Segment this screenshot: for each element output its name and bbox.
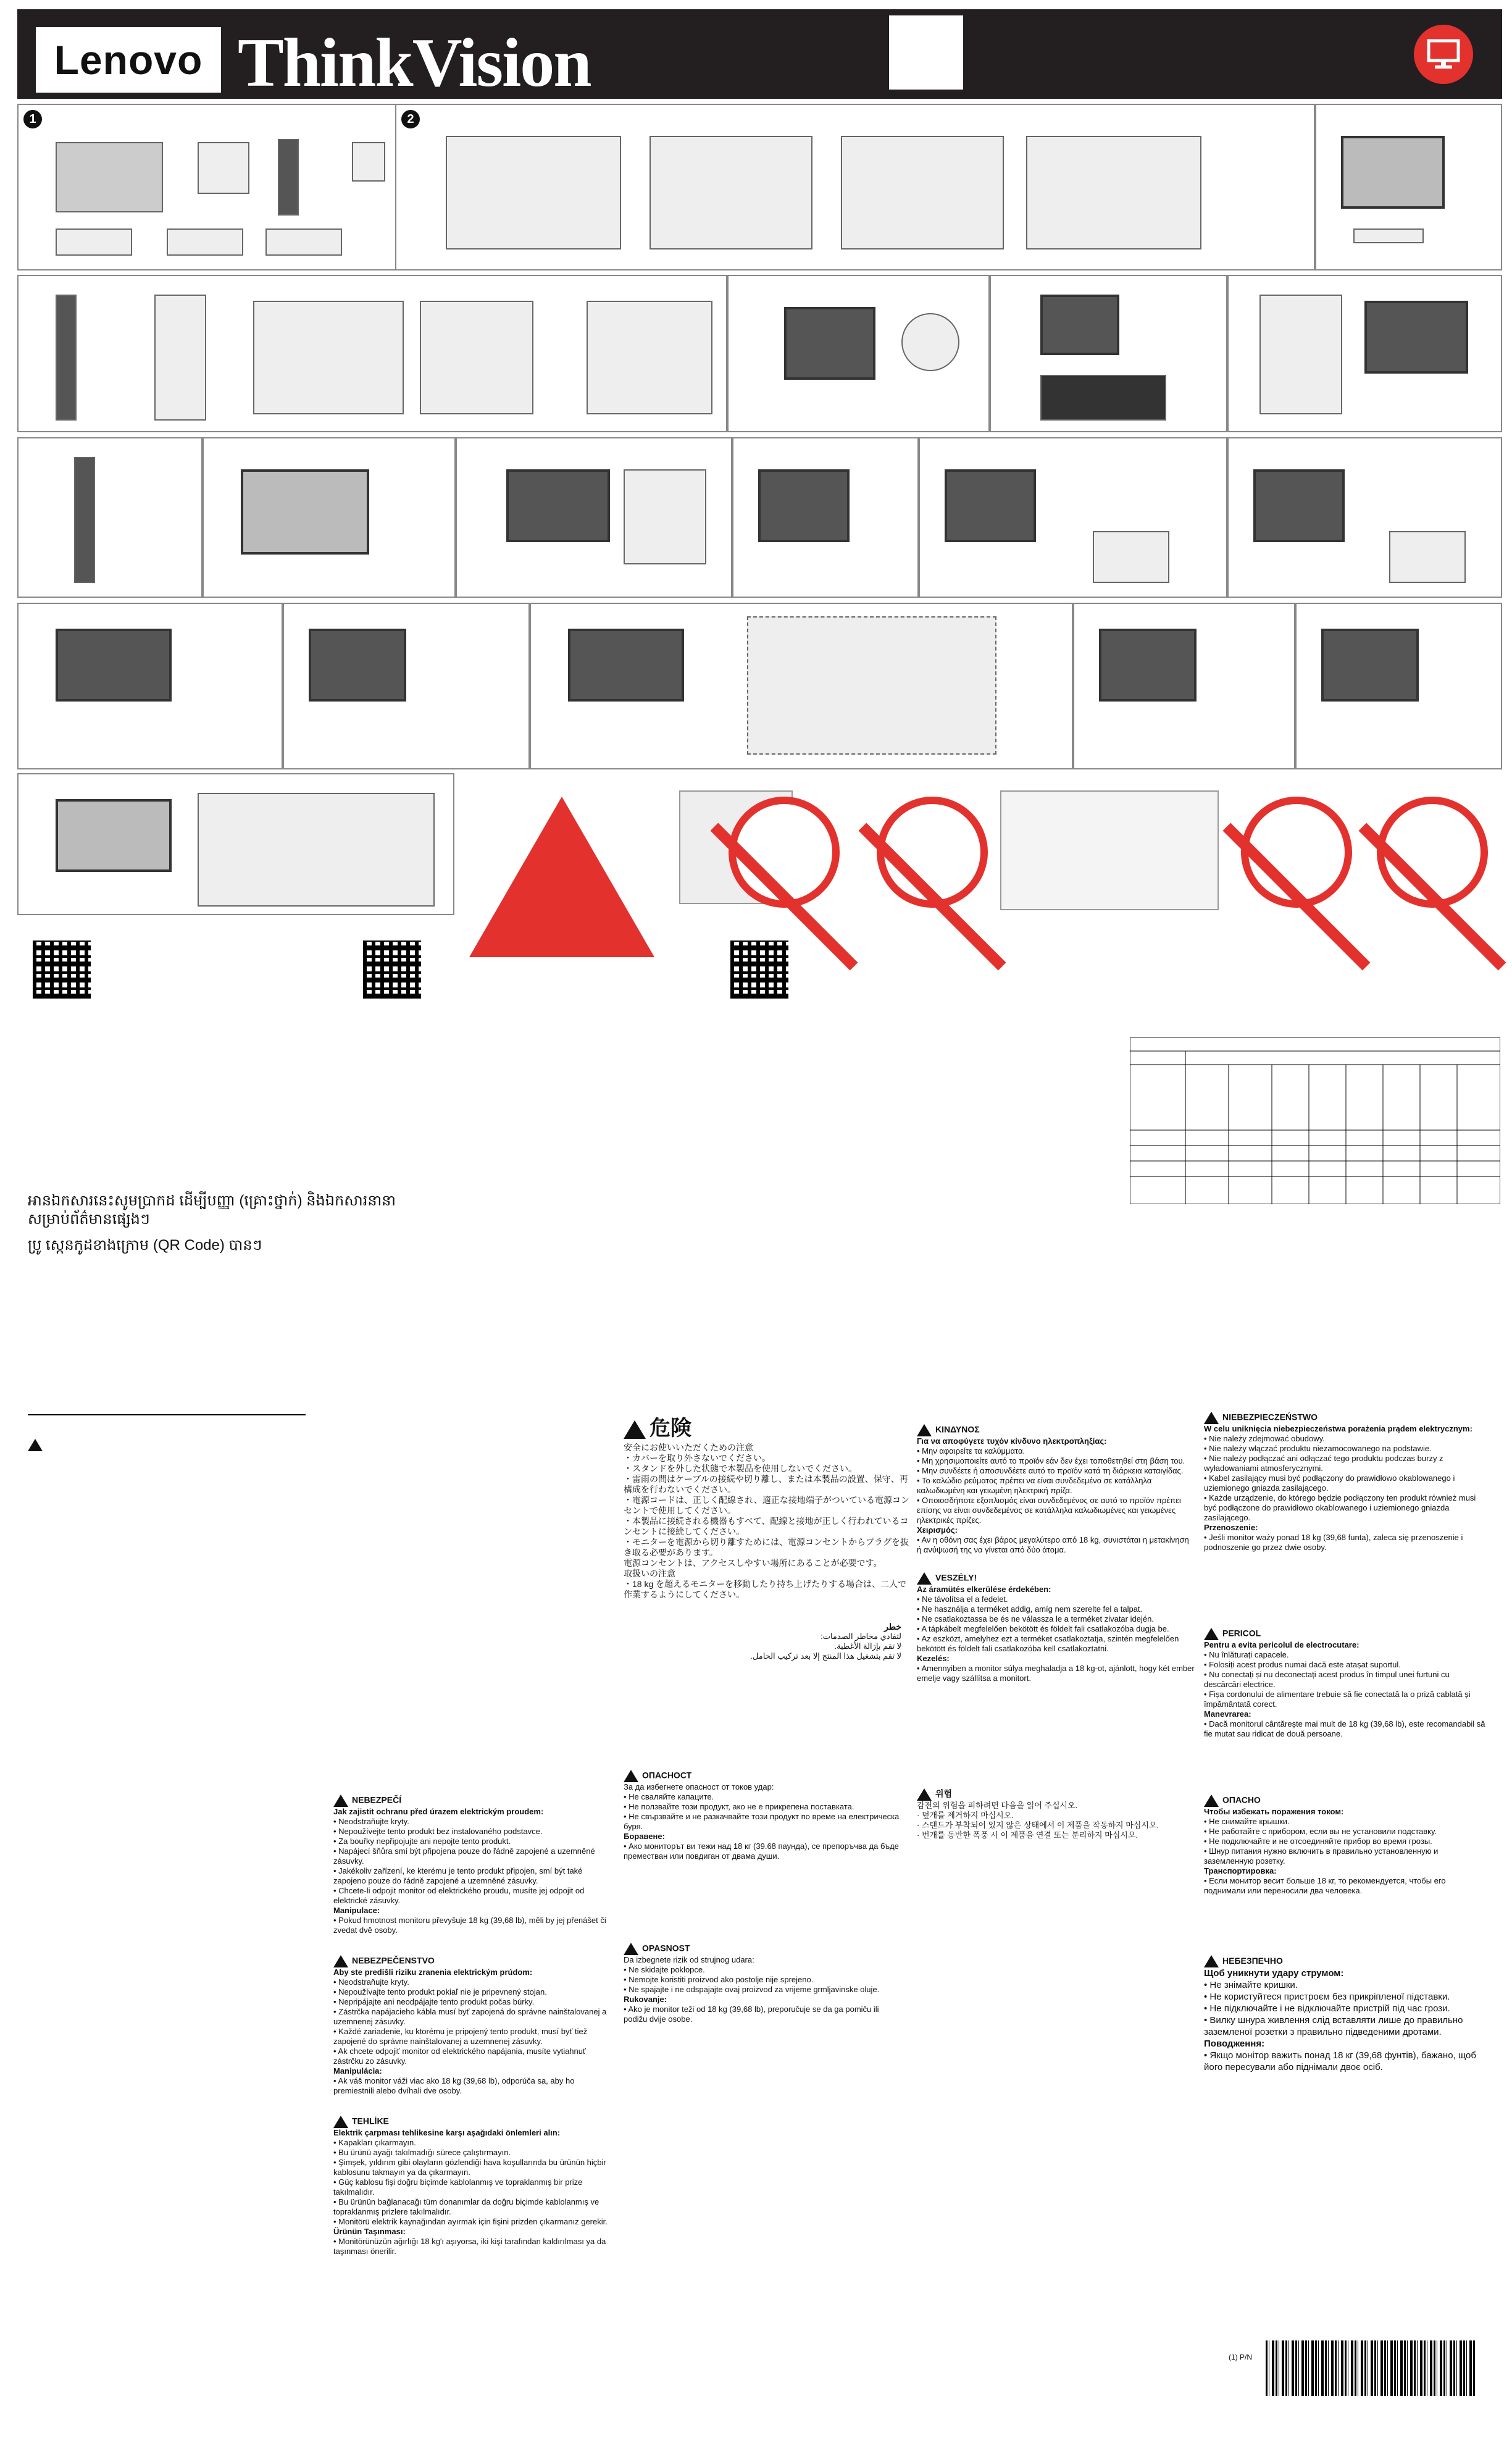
ukrainian-item: • Не користуйтеся пристроєм без прикріпленої підставки. xyxy=(1204,1991,1488,2003)
step-box-stand-removal xyxy=(990,275,1227,432)
korean-title: 위험 xyxy=(935,1788,953,1799)
monitor-illustration xyxy=(568,629,684,702)
polish-title: NIEBEZPIECZEŃSTWO xyxy=(1222,1412,1318,1422)
stand-column-illustration xyxy=(278,139,299,216)
hungarian-handling: Kezelés: xyxy=(917,1654,950,1663)
lock-icon xyxy=(901,313,959,371)
warning-icon xyxy=(28,1439,43,1451)
ukrainian-handling: Поводження: xyxy=(1204,2038,1265,2050)
romanian-item: • Fișa cordonului de alimentare trebuie să fie conectată la o priză cablată și împământată corect. xyxy=(1204,1690,1488,1709)
box-illustration xyxy=(649,136,812,249)
monitor-illustration xyxy=(56,799,172,872)
khmer-line: អានឯកសារនេះសូមប្រាកដ ដើម្បីបញ្ញា (គ្រោះថ្នាក់) និងឯកសារនានា xyxy=(28,1192,396,1209)
polish-item: • Nie należy włączać produktu niezamocowanego na podstawie. xyxy=(1204,1444,1488,1454)
monitor-illustration xyxy=(945,469,1036,542)
turkish-item: • Şimşek, yıldırım gibi olayların gözlendiği hava koşullarında bu ürünün hiçbir kablosunu takmayın ya da çıkarmayın. xyxy=(333,2158,611,2177)
japanese-title: 危険 xyxy=(649,1416,691,1440)
monitor-illustration xyxy=(241,469,369,555)
japanese-safety-block xyxy=(624,1416,914,1600)
warning-icon xyxy=(1204,1955,1219,1967)
divider xyxy=(28,1414,306,1415)
warning-icon xyxy=(624,1770,638,1782)
polish-subtitle: W celu uniknięcia niebezpieczeństwa porażenia prądem elektrycznym: xyxy=(1204,1424,1472,1433)
product-logo: ThinkVision xyxy=(238,25,591,101)
step-box-speaker xyxy=(203,437,456,598)
russian-handling-text: • Если монитор весит больше 18 кг, то рекомендуется, чтобы его поднимали или переносили два человека. xyxy=(1204,1876,1488,1896)
slovak-handling: Manipulácia: xyxy=(333,2066,382,2076)
japanese-line: 安全にお使いいただくための注意 xyxy=(624,1443,753,1452)
romanian-item: • Nu înlăturați capacele. xyxy=(1204,1650,1488,1660)
romanian-item: • Nu conectați și nu deconectați acest produs în timpul unei furtuni cu descărcări electrice. xyxy=(1204,1670,1488,1690)
ukrainian-subtitle: Щоб уникнути удару струмом: xyxy=(1204,1968,1344,1979)
serbian-item: • Ne skidajte poklopce. xyxy=(624,1965,901,1975)
romanian-handling-text: • Dacă monitorul cântărește mai mult de 18 kg (39,68 lb), este recomandabil să fie mutat sau ridicat de două persoane. xyxy=(1204,1719,1488,1739)
prohibited-icon xyxy=(729,797,840,908)
romanian-item: • Folosiți acest produs numai dacă este atașat suportul. xyxy=(1204,1660,1488,1670)
japanese-line: ・スタンドを外した状態で本製品を使用しないでください。 xyxy=(624,1464,857,1473)
slovak-subtitle: Aby ste predišli riziku zranenia elektrickým prúdom: xyxy=(333,1967,533,1977)
romanian-handling: Manevrarea: xyxy=(1204,1709,1251,1719)
step-box-package-contents xyxy=(17,104,400,270)
warning-icon xyxy=(1204,1795,1219,1807)
greek-item: • Οποιοσδήποτε εξοπλισμός είναι συνδεδεμένος σε αυτό το προϊόν πρέπει επίσης να είναι συνδεδεμένος σε κατάλληλα καλωδιωμένες και γειωμένες ηλεκτρικές πρίζες. xyxy=(917,1496,1195,1525)
monitor-illustration xyxy=(1341,136,1445,209)
turkish-item: • Kapakları çıkarmayın. xyxy=(333,2138,611,2148)
cable-manage-illustration xyxy=(587,301,712,414)
slovak-item: • Nepoužívajte tento produkt pokiaľ nie je pripevnený stojan. xyxy=(333,1987,611,1997)
serbian-subtitle: Da izbegnete rizik od strujnog udara: xyxy=(624,1955,754,1964)
czech-subtitle: Jak zajistit ochranu před úrazem elektrickým proudem: xyxy=(333,1807,544,1816)
japanese-line: ・電源コードは、正しく配線され、適正な接地端子がついている電源コンセントで使用してください。 xyxy=(624,1495,909,1515)
step-box-unboxing xyxy=(395,104,1315,270)
greek-subtitle: Για να αποφύγετε τυχόν κίνδυνο ηλεκτροπληξίας: xyxy=(917,1436,1107,1446)
step-number: 1 xyxy=(23,110,42,128)
turkish-item: • Bu ürünü ayağı takılmadığı sürece çalıştırmayın. xyxy=(333,2148,611,2158)
step-box-headphone xyxy=(17,437,203,598)
hungarian-item: • Ne használja a terméket addig, amíg nem szerelte fel a talpat. xyxy=(917,1604,1195,1614)
step-box-hdmi xyxy=(456,437,732,598)
warning-icon xyxy=(333,2116,348,2128)
monitor-illustration xyxy=(56,142,163,212)
bulgarian-title: ОПАСНОСТ xyxy=(642,1770,692,1780)
arabic-title: خطر xyxy=(884,1622,901,1632)
polish-safety-block xyxy=(1204,1408,1488,1552)
prohibited-icon xyxy=(877,797,988,908)
russian-item: • Шнур питания нужно включить в правильно установленную и заземленную розетку. xyxy=(1204,1846,1488,1866)
page-marker: (1) P/N xyxy=(1229,2353,1253,2361)
slovak-safety-block xyxy=(333,1951,611,2096)
hungarian-subtitle: Az áramütés elkerülése érdekében: xyxy=(917,1585,1051,1594)
brand-name: Lenovo xyxy=(54,37,203,83)
czech-title: NEBEZPEČÍ xyxy=(352,1795,402,1805)
cable-routing-illustration xyxy=(747,616,996,755)
cable-illustration xyxy=(56,228,132,256)
hungarian-title: VESZÉLY! xyxy=(935,1572,977,1583)
khmer-notice xyxy=(28,1192,396,1255)
slovak-title: NEBEZPEČENSTVO xyxy=(352,1955,435,1966)
polish-item: • Każde urządzenie, do którego będzie podłączony ten produkt również musi być podłączone do prawidłowo okablowanego i uziemionego gniazda zasilającego. xyxy=(1204,1493,1488,1523)
polish-item: • Kabel zasilający musi być podłączony do prawidłowo okablowanego i uziemionego gniazda zasilającego. xyxy=(1204,1473,1488,1493)
slovak-handling-text: • Ak váš monitor váži viac ako 18 kg (39,68 lb), odporúča sa, aby ho premiestnili alebo dvíhali dve osoby. xyxy=(333,2076,611,2096)
monitor-illustration xyxy=(56,629,172,702)
ukrainian-item: • Не підключайте і не відключайте пристрій під час грози. xyxy=(1204,2003,1488,2014)
monitor-illustration xyxy=(784,307,875,380)
step-box-monitor-overview xyxy=(1315,104,1502,270)
warning-icon xyxy=(917,1572,932,1585)
japanese-line: ・本製品に接続される機器もすべて、配線と接地が正しく行われているコンセントに接続してください。 xyxy=(624,1516,909,1536)
bulgarian-safety-block xyxy=(624,1766,901,1861)
czech-item: • Za bouřky nepřipojujte ani nepojte tento produkt. xyxy=(333,1837,611,1846)
box-illustration xyxy=(841,136,1004,249)
step-box-dp-out xyxy=(919,437,1227,598)
warning-icon xyxy=(469,797,654,957)
step-box-power xyxy=(1073,603,1295,769)
step-box-ethernet xyxy=(17,603,283,769)
wall-mount-illustration xyxy=(1000,790,1219,910)
hungarian-handling-text: • Amennyiben a monitor súlya meghaladja a 18 kg-ot, ajánlott, hogy két ember emelje vagy szállítsa a monitort. xyxy=(917,1664,1195,1683)
cable-illustration xyxy=(265,228,342,256)
step-box-cable-routing xyxy=(530,603,1073,769)
russian-item: • Не снимайте крышки. xyxy=(1204,1817,1488,1827)
step-box-adjustments xyxy=(17,275,727,432)
korean-line: 감전의 위험을 피하려면 다음을 읽어 주십시오. xyxy=(917,1801,1078,1810)
polish-item: • Nie należy podłączać ani odłączać tego produktu podczas burzy z wyładowaniami atmosferycznymi. xyxy=(1204,1454,1488,1473)
warning-icon xyxy=(917,1424,932,1436)
arabic-safety-block xyxy=(624,1618,901,1661)
slovak-item: • Neodstraňujte kryty. xyxy=(333,1977,611,1987)
qr-code xyxy=(358,936,426,1003)
turkish-safety-block xyxy=(333,2112,611,2256)
warning-icon xyxy=(333,1955,348,1967)
greek-handling-text: • Αν η οθόνη σας έχει βάρος μεγαλύτερο από 18 kg, συνιστάται η μετακίνηση ή ανύψωσή της να γίνεται από δύο άτομα. xyxy=(917,1535,1195,1555)
osd-menu-illustration xyxy=(198,793,435,907)
khmer-line: ប្រូ ស្កេនកូដខាងក្រោម (QR Code) បានៗ xyxy=(28,1237,262,1254)
monitor-icon xyxy=(1414,25,1473,84)
japanese-line: ・18 kg を超えるモニターを移動したり持ち上げたりする場合は、二人で作業するようにしてください。 xyxy=(624,1579,907,1599)
turkish-title: TEHLİKE xyxy=(352,2116,389,2126)
step-box-power-on xyxy=(1295,603,1502,769)
monitor-side-illustration xyxy=(74,457,95,583)
hungarian-safety-block xyxy=(917,1569,1195,1683)
step-box-usbc xyxy=(1227,437,1502,598)
romanian-safety-block xyxy=(1204,1624,1488,1739)
turkish-item: • Güç kablosu fişi doğru biçimde kablolanmış ve topraklanmış bir prize takılmalıdır. xyxy=(333,2177,611,2197)
qr-code xyxy=(725,936,793,1003)
japanese-line: ・雷雨の間はケーブルの接続や切り離し、または本製品の設置、保守、再構成を行わないでください。 xyxy=(624,1474,908,1494)
qr-code xyxy=(28,936,96,1003)
russian-item: • Не работайте с прибором, если вы не установили подставку. xyxy=(1204,1827,1488,1837)
step-number: 2 xyxy=(401,110,420,128)
step-box-controls xyxy=(1227,275,1502,432)
czech-safety-block xyxy=(333,1791,611,1935)
ukrainian-item: • Не знімайте кришки. xyxy=(1204,1979,1488,1991)
korean-line: · 스탠드가 부착되어 있지 않은 상태에서 이 제품을 작동하지 마십시오. xyxy=(917,1820,1159,1830)
serbian-item: • Nemojte koristiti proizvod ako postolje nije sprejeno. xyxy=(624,1975,901,1985)
prohibited-icon xyxy=(1377,797,1488,908)
korean-safety-block xyxy=(917,1785,1195,1840)
monitor-illustration xyxy=(1253,469,1345,542)
serbian-title: OPASNOST xyxy=(642,1943,690,1953)
japanese-line: ・カバーを取り外さないでください。 xyxy=(624,1453,771,1463)
warning-icon xyxy=(1204,1412,1219,1424)
document-illustration xyxy=(352,142,385,182)
arabic-line: لتفادي مخاطر الصدمات: xyxy=(821,1632,901,1641)
ukrainian-handling-text: • Якщо монітор важить понад 18 кг (39,68 фунтів), бажано, щоб його пересували або піднімали двоє осіб. xyxy=(1204,2050,1488,2073)
monitor-illustration xyxy=(506,469,610,542)
polish-handling-text: • Jeśli monitor waży ponad 18 kg (39,68 funta), zaleca się przenoszenie i podnoszenie go przez dwie osoby. xyxy=(1204,1533,1488,1552)
hungarian-item: • Ne csatlakoztassa be és ne válassza le a terméket zivatar idején. xyxy=(917,1614,1195,1624)
serbian-handling-text: • Ako je monitor teži od 18 kg (39,68 lb), preporučuje se da ga pomiču ili podižu dvije osobe. xyxy=(624,2005,901,2024)
bulgarian-item: • Не ползвайте този продукт, ако не е прикрепена поставката. xyxy=(624,1802,901,1812)
hdmi-cable-illustration xyxy=(624,469,706,564)
ports-illustration xyxy=(1040,375,1166,421)
greek-safety-block xyxy=(917,1420,1195,1555)
romanian-subtitle: Pentru a evita pericolul de electrocutare: xyxy=(1204,1640,1360,1649)
pivot-illustration xyxy=(420,301,533,414)
czech-item: • Jakékoliv zařízení, ke kterému je tento produkt připojen, smí být také zapojeno pouze do řádně zapojené a uzemněné zásuvky. xyxy=(333,1866,611,1886)
ukrainian-title: НЕБЕЗПЕЧНО xyxy=(1222,1956,1283,1966)
bulgarian-handling: Боравене: xyxy=(624,1832,665,1841)
russian-safety-block xyxy=(1204,1791,1488,1896)
warning-icon xyxy=(624,1943,638,1955)
lenovo-logo xyxy=(36,27,221,93)
greek-item: • Μην συνδέετε ή αποσυνδέετε αυτό το προϊόν κατά τη διάρκεια καταιγίδας. xyxy=(917,1466,1195,1476)
monitor-illustration xyxy=(1364,301,1468,374)
monitor-illustration xyxy=(1040,295,1119,355)
czech-item: • Chcete-li odpojit monitor od elektrického proudu, musíte jej odpojit od elektrické zásuvky. xyxy=(333,1886,611,1906)
monitor-illustration xyxy=(758,469,850,542)
bulgarian-handling-text: • Ако мониторът ви тежи над 18 кг (39.68 паунда), се препоръчва да бъде преместван или повдиган от двама души. xyxy=(624,1841,901,1861)
turkish-subtitle: Elektrik çarpması tehlikesine karşı aşağıdaki önlemleri alın: xyxy=(333,2128,561,2137)
warning-icon xyxy=(1204,1628,1219,1640)
russian-title: ОПАСНО xyxy=(1222,1795,1261,1805)
turkish-item: • Bu ürünün bağlanacağı tüm donanımlar da doğru biçimde kablolanmış ve topraklanmış prizlere takılmalıdır. xyxy=(333,2197,611,2217)
czech-handling-text: • Pokud hmotnost monitoru převyšuje 18 kg (39,68 lb), měli by jej přenášet či zvedat dvě osoby. xyxy=(333,1916,611,1935)
greek-item: • Μην αφαιρείτε τα καλύμματα. xyxy=(917,1446,1195,1456)
barcode xyxy=(1266,2340,1476,2396)
turkish-handling-text: • Monitörünüzün ağırlığı 18 kg'ı aşıyorsa, iki kişi tarafından kaldırılması ya da taşınması önerilir. xyxy=(333,2237,611,2256)
greek-item: • Το καλώδιο ρεύματος πρέπει να είναι συνδεδεμένο σε κατάλληλα καλωδιωμένη και γειωμένη ηλεκτρική πρίζα. xyxy=(917,1476,1195,1496)
polish-item: • Nie należy zdejmować obudowy. xyxy=(1204,1434,1488,1444)
korean-line: · 덮개를 제거하지 마십시오. xyxy=(917,1811,1014,1820)
step-box-displayport xyxy=(732,437,919,598)
korean-line: · 번개를 동반한 폭풍 시 이 제품을 연결 또는 분리하지 마십시오. xyxy=(917,1830,1138,1840)
czech-item: • Nepoužívejte tento produkt bez instalovaného podstavce. xyxy=(333,1827,611,1837)
bulgarian-item: • Не свързвайте и не разкачвайте този продукт по време на електрическа буря. xyxy=(624,1812,901,1832)
keyboard-illustration xyxy=(1353,228,1424,243)
warning-icon xyxy=(917,1788,932,1801)
romanian-title: PERICOL xyxy=(1222,1628,1261,1638)
czech-item: • Neodstraňujte kryty. xyxy=(333,1817,611,1827)
stand-illustration xyxy=(198,142,249,194)
hazardous-substance-table xyxy=(1130,1037,1500,1204)
turkish-item: • Monitörü elektrik kaynağından ayırmak için fişini prizden çıkarmanız gerekir. xyxy=(333,2217,611,2227)
cable-illustration xyxy=(167,228,243,256)
monitor-illustration xyxy=(1099,629,1197,702)
column-1-safety xyxy=(28,1439,318,1451)
slovak-item: • Zástrčka napájacieho kábla musí byť zapojená do správne nainštalovanej a uzemnenej zásuvky. xyxy=(333,2007,611,2027)
step-box-usb xyxy=(283,603,530,769)
bulgarian-item: • Не сваляйте капаците. xyxy=(624,1792,901,1802)
greek-title: ΚΙΝΔΥΝΟΣ xyxy=(935,1424,980,1435)
header-qr-code xyxy=(889,15,963,90)
serbian-item: • Ne spajajte i ne odspajajte ovaj proizvod za vrijeme grmljavinske oluje. xyxy=(624,1985,901,1995)
russian-subtitle: Чтобы избежать поражения током: xyxy=(1204,1807,1344,1816)
warning-icon xyxy=(333,1795,348,1807)
hungarian-item: • Az eszközt, amelyhez ezt a terméket csatlakoztatja, szintén megfelelően bekötött és földelt fali csatlakozóba kell csatlakoztatni. xyxy=(917,1634,1195,1654)
slovak-item: • Každé zariadenie, ku ktorému je pripojený tento produkt, musí byť tiež zapojené do správne nainštalovanej a uzemnenej zásuvky. xyxy=(333,2027,611,2047)
serbian-handling: Rukovanje: xyxy=(624,1995,667,2004)
japanese-line: 電源コンセントは、アクセスしやすい場所にあることが必要です。 xyxy=(624,1558,882,1568)
height-adjust-illustration xyxy=(56,295,77,421)
czech-item: • Napájecí šňůra smí být připojena pouze do řádně zapojené a uzemněné zásuvky. xyxy=(333,1846,611,1866)
japanese-line: ・モニターを電源から切り離すためには、電源コンセントからプラグを抜き取る必要があります。 xyxy=(624,1537,909,1557)
arabic-line: لا تقم بتشغيل هذا المنتج إلا بعد تركيب الحامل. xyxy=(750,1651,901,1661)
box-illustration xyxy=(446,136,621,249)
serbian-safety-block xyxy=(624,1939,901,2024)
laptop-illustration xyxy=(1093,531,1169,583)
greek-handling: Χειρισμός: xyxy=(917,1525,958,1535)
polish-handling: Przenoszenie: xyxy=(1204,1523,1258,1532)
czech-handling: Manipulace: xyxy=(333,1906,380,1915)
ukrainian-safety-block xyxy=(1204,1951,1488,2073)
khmer-line: សម្រាប់ព័ត៌មានផ្សេងៗ xyxy=(28,1211,150,1228)
hungarian-item: • Ne távolítsa el a fedelet. xyxy=(917,1594,1195,1604)
tilt-illustration xyxy=(154,295,206,421)
bulgarian-subtitle: За да избегнете опасност от токов удар: xyxy=(624,1782,774,1791)
warning-icon xyxy=(624,1420,646,1439)
slovak-item: • Ak chcete odpojiť monitor od elektrického napájania, musíte vytiahnuť zástrčku zo zásuvky. xyxy=(333,2047,611,2066)
turkish-handling: Ürünün Taşınması: xyxy=(333,2227,406,2236)
monitor-illustration xyxy=(309,629,406,702)
slovak-item: • Nepripájajte ani neodpájajte tento produkt počas búrky. xyxy=(333,1997,611,2007)
step-box-osd xyxy=(17,773,454,915)
ukrainian-item: • Вилку шнура живлення слід вставляти лише до правильно заземленої розетки з правильно підведеними дротами. xyxy=(1204,2014,1488,2038)
swivel-illustration xyxy=(253,301,404,414)
monitor-illustration xyxy=(1321,629,1419,702)
russian-item: • Не подключайте и не отсоединяйте прибор во время грозы. xyxy=(1204,1837,1488,1846)
prohibited-icon xyxy=(1241,797,1352,908)
japanese-line: 取扱いの注意 xyxy=(624,1569,675,1578)
step-box-lock xyxy=(727,275,990,432)
greek-item: • Μη χρησιμοποιείτε αυτό το προϊόν εάν δεν έχει τοποθετηθεί στη βάση του. xyxy=(917,1456,1195,1466)
russian-handling: Транспортировка: xyxy=(1204,1866,1277,1875)
joystick-illustration xyxy=(1259,295,1342,414)
box-illustration xyxy=(1026,136,1201,249)
arabic-line: لا تقم بإزالة الأغطية. xyxy=(834,1641,901,1651)
hungarian-item: • A tápkábelt megfelelően bekötött és földelt fali csatlakozóba dugja be. xyxy=(917,1624,1195,1634)
laptop-illustration xyxy=(1389,531,1466,583)
